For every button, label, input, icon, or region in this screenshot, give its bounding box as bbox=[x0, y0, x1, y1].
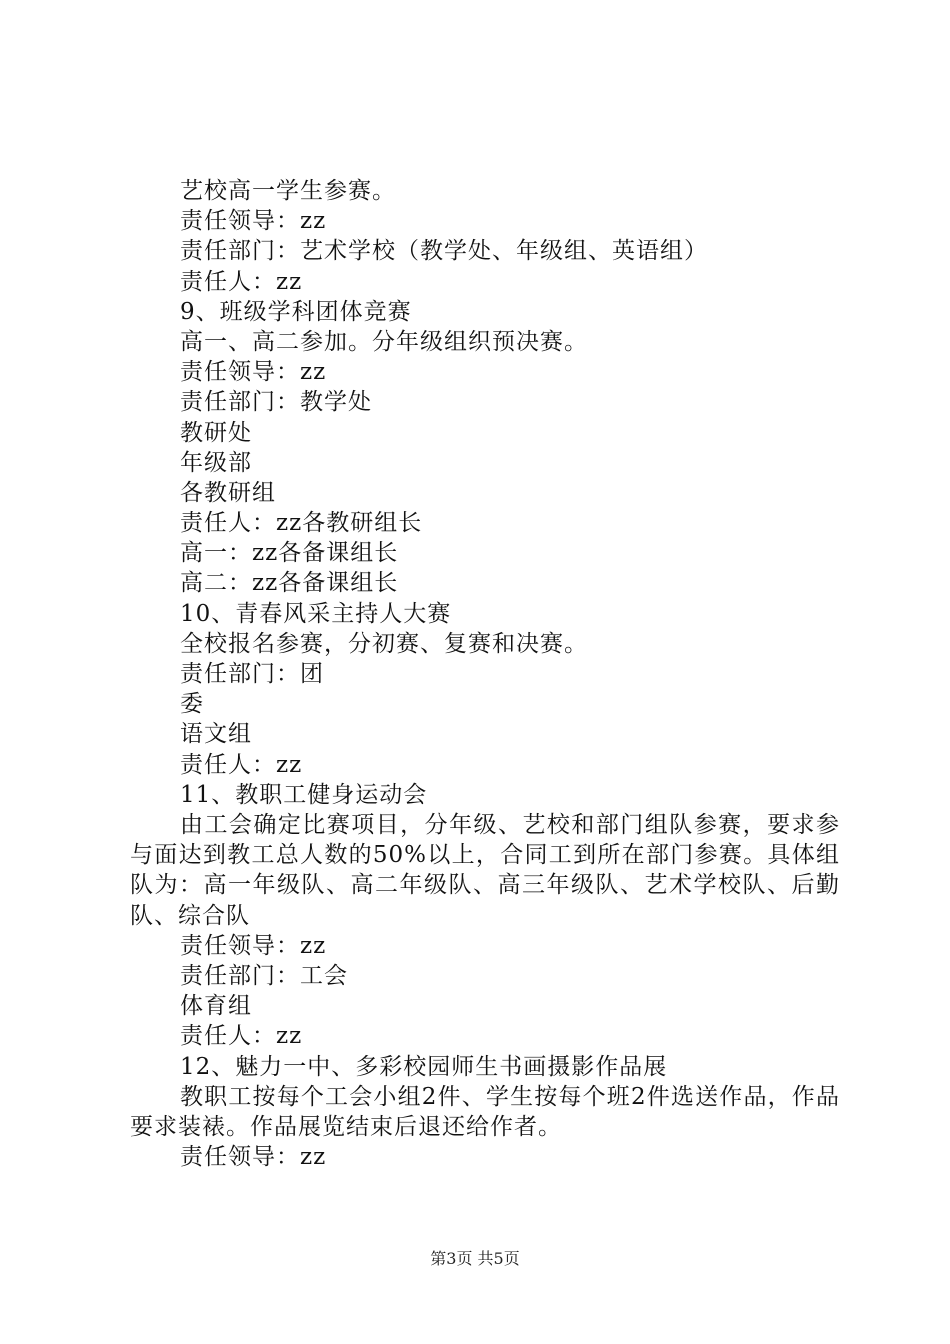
text-line: 高一：zz各备课组长 bbox=[180, 540, 399, 567]
text-line: 语文组 bbox=[180, 721, 252, 748]
text-line: 责任领导：zz bbox=[180, 208, 327, 235]
paragraph-art-exhibition: 教职工按每个工会小组2件、学生按每个班2件选送作品，作品要求装裱。作品展览结束后退还给作者。 bbox=[130, 1083, 840, 1140]
text-line: 责任人：zz bbox=[180, 751, 303, 778]
text-line: 各教研组 bbox=[180, 479, 276, 506]
text-line: 体育组 bbox=[180, 993, 252, 1020]
text-line: 高一、高二参加。分年级组织预决赛。 bbox=[180, 328, 588, 355]
text-line: 责任人：zz bbox=[180, 1023, 303, 1050]
document-body bbox=[130, 176, 840, 1172]
text-line: 责任领导：zz bbox=[180, 1144, 327, 1171]
text-line: 高二：zz各备课组长 bbox=[180, 570, 399, 597]
text-line: 教研处 bbox=[180, 419, 252, 446]
text-line: 责任部门：艺术学校（教学处、年级组、英语组） bbox=[180, 238, 708, 265]
text-line: 责任领导：zz bbox=[180, 359, 327, 386]
text-line: 年级部 bbox=[180, 449, 252, 476]
text-line: 责任部门：教学处 bbox=[180, 389, 372, 416]
text-line: 艺校高一学生参赛。 bbox=[180, 178, 396, 204]
section-heading-10: 10、青春风采主持人大赛 bbox=[180, 600, 452, 627]
section-heading-11: 11、教职工健身运动会 bbox=[180, 781, 428, 808]
paragraph-sports-meet: 由工会确定比赛项目，分年级、艺校和部门组队参赛，要求参与面达到教工总人数的50%以上，合同工到所在部门参赛。具体组队为：高一年级队、高二年级队、高三年级队、艺术学校队、后勤队、综合队 bbox=[130, 811, 840, 929]
text-line: 责任人：zz bbox=[180, 268, 303, 295]
text-line: 责任人：zz各教研组长 bbox=[180, 510, 423, 537]
text-line: 责任领导：zz bbox=[180, 932, 327, 959]
text-line: 责任部门：团 bbox=[180, 661, 324, 687]
text-line: 全校报名参赛，分初赛、复赛和决赛。 bbox=[180, 630, 588, 657]
text-line: 委 bbox=[180, 691, 204, 718]
section-heading-9: 9、班级学科团体竞赛 bbox=[180, 298, 412, 325]
page-number-footer: 第3页 共5页 bbox=[430, 1249, 520, 1268]
section-heading-12: 12、魅力一中、多彩校园师生书画摄影作品展 bbox=[180, 1053, 668, 1080]
text-line: 责任部门：工会 bbox=[180, 962, 348, 989]
